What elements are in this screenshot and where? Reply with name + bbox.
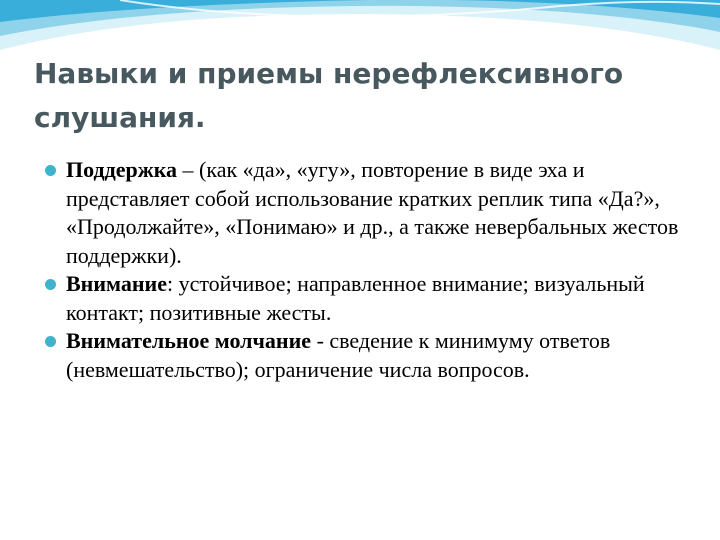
term-support: Поддержка bbox=[66, 157, 178, 182]
bullet-icon bbox=[45, 336, 56, 347]
term-attentive-silence: Внимательное молчание bbox=[66, 328, 312, 353]
description-attention: : устойчивое; направленное внимание; визуальный контакт; позитивные жесты. bbox=[66, 271, 645, 325]
description-attentive-silence: - сведение к минимуму ответов (невмешательство); ограничение числа вопросов. bbox=[66, 328, 611, 382]
bullet-icon bbox=[45, 279, 56, 290]
bullet-list bbox=[42, 156, 682, 384]
description-support: – (как «да», «угу», повторение в виде эха и представляет собой использование кратких реплик типа «Да?», «Продолжайте», «Понимаю» и др., а также невербальных жестов поддержки). bbox=[66, 157, 679, 268]
list-item-attention bbox=[42, 270, 682, 327]
term-attention: Внимание bbox=[66, 271, 167, 296]
header-wave-decoration bbox=[0, 0, 720, 50]
slide-title: Навыки и приемы нерефлексивного слушания. bbox=[34, 57, 624, 134]
list-item-attentive-silence bbox=[42, 327, 682, 384]
list-item-support bbox=[42, 156, 682, 270]
bullet-icon bbox=[45, 165, 56, 176]
